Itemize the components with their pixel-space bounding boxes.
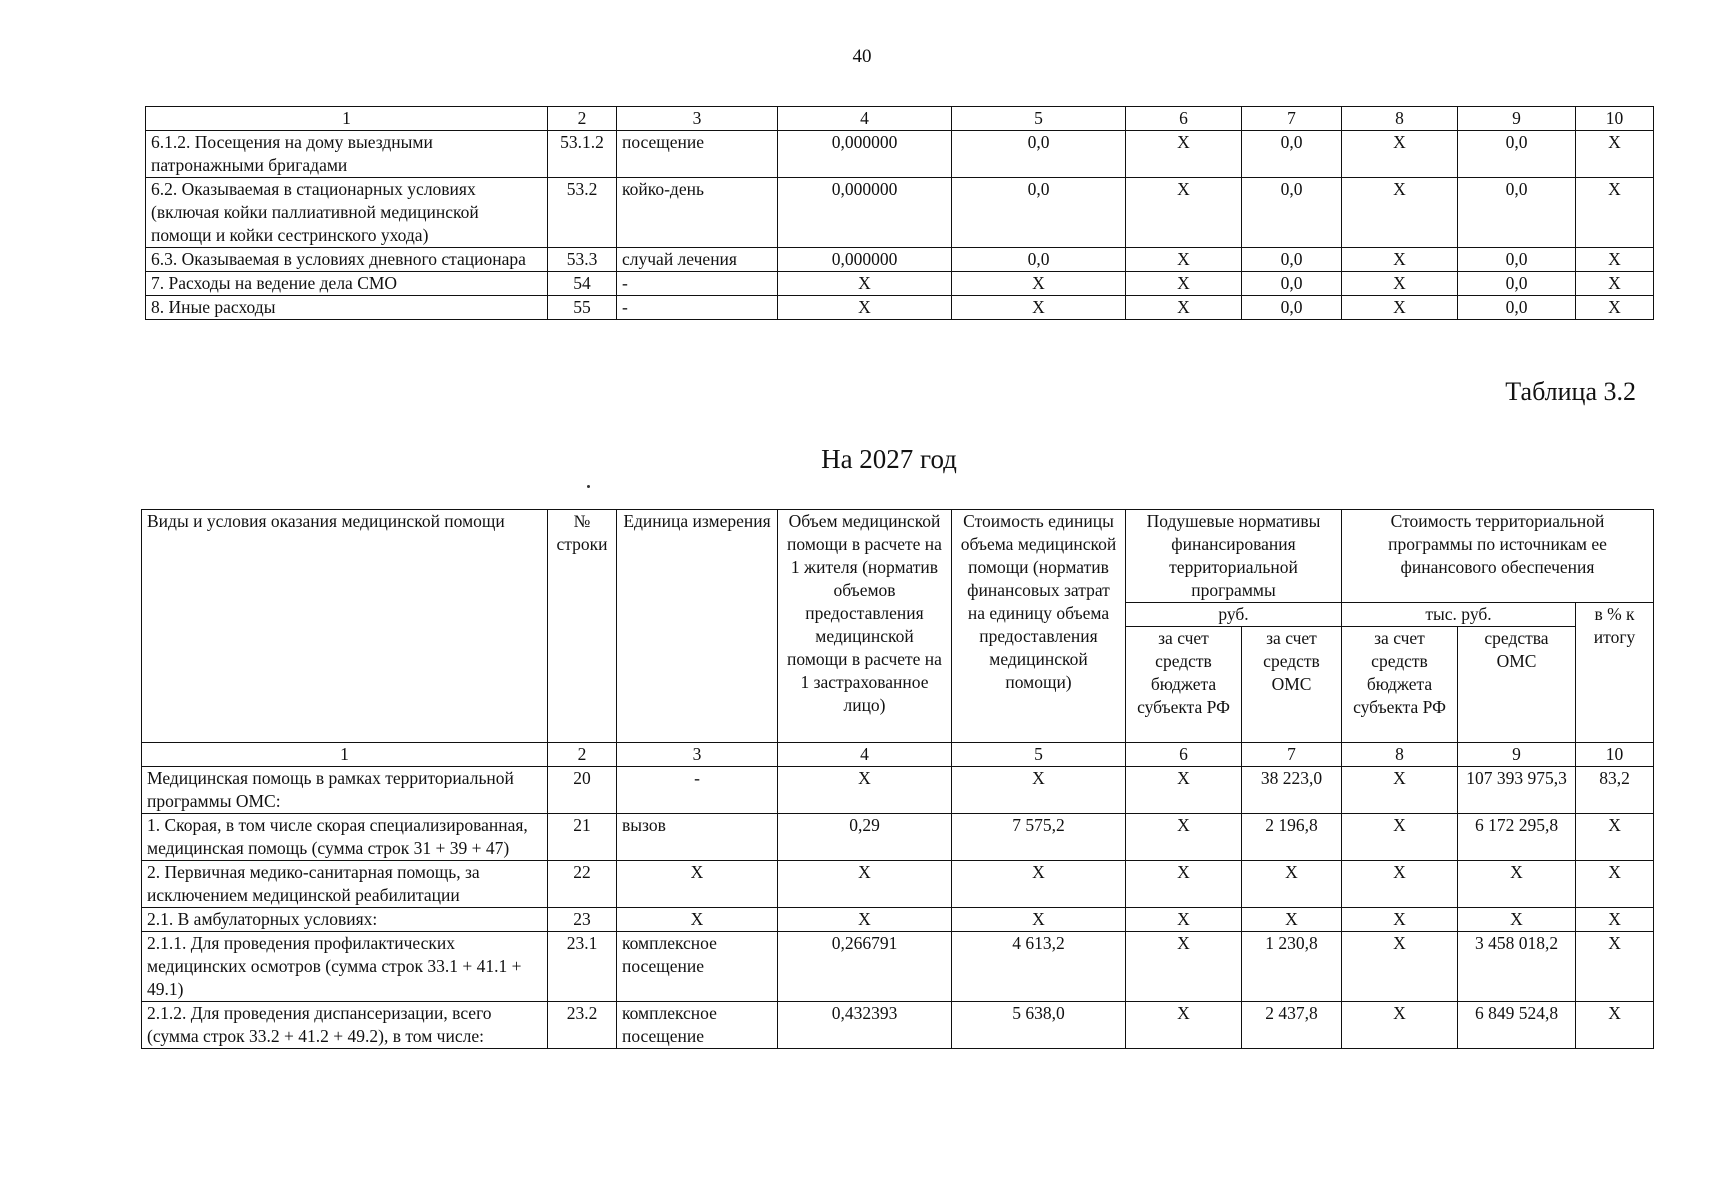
table-cell: 23	[548, 908, 617, 932]
table-cell: 0,0	[952, 248, 1126, 272]
row-label-cell: 8. Иные расходы	[146, 296, 548, 320]
table-cell: Х	[1342, 767, 1458, 814]
table-cell: Х	[778, 861, 952, 908]
table-cell: Х	[1576, 248, 1654, 272]
column-number-cell: 8	[1342, 743, 1458, 767]
table-cell: Х	[1576, 1002, 1654, 1049]
row-label-cell: 6.2. Оказываемая в стационарных условиях (включая койки паллиативной медицинской помощи и койки сестринского ухода)	[146, 178, 548, 248]
column-number-cell: 2	[548, 107, 617, 131]
row-label-cell: 6.1.2. Посещения на дому выездными патронажными бригадами	[146, 131, 548, 178]
table-cell: Х	[952, 272, 1126, 296]
header-thousand-rub: тыс. руб.	[1342, 603, 1576, 627]
table-cell: Х	[1126, 131, 1242, 178]
table-cell: Х	[1342, 861, 1458, 908]
main-table	[141, 509, 1654, 1049]
table-cell: Х	[1576, 131, 1654, 178]
table-cell: 0,29	[778, 814, 952, 861]
table-cell: 107 393 975,3	[1458, 767, 1576, 814]
table-row	[142, 1002, 1654, 1049]
column-number-cell: 4	[778, 743, 952, 767]
column-number-cell: 9	[1458, 107, 1576, 131]
row-label-cell: 7. Расходы на ведение дела СМО	[146, 272, 548, 296]
table-cell: Х	[1126, 178, 1242, 248]
table-cell: 5 638,0	[952, 1002, 1126, 1049]
column-number-cell: 2	[548, 743, 617, 767]
table-cell: -	[617, 272, 778, 296]
row-label-cell: 2.1. В амбулаторных условиях:	[142, 908, 548, 932]
table-cell: 22	[548, 861, 617, 908]
table-cell: 6 172 295,8	[1458, 814, 1576, 861]
table-cell: 0,000000	[778, 248, 952, 272]
table-row	[142, 814, 1654, 861]
table-cell: вызов	[617, 814, 778, 861]
header-budget-rub: за счет средств бюджета субъекта РФ	[1126, 627, 1242, 743]
table-cell: 0,0	[1242, 272, 1342, 296]
table-cell: 21	[548, 814, 617, 861]
table-cell: Х	[1576, 178, 1654, 248]
column-number-cell: 3	[617, 743, 778, 767]
table-cell: 53.3	[548, 248, 617, 272]
table-cell: Х	[1458, 861, 1576, 908]
column-number-cell: 10	[1576, 107, 1654, 131]
table-cell: Х	[1342, 932, 1458, 1002]
table-cell: Х	[952, 861, 1126, 908]
table-row	[146, 248, 1654, 272]
header-program-cost-group: Стоимость территориальной программы по источникам ее финансового обеспечения	[1342, 510, 1654, 603]
column-number-cell: 10	[1576, 743, 1654, 767]
table-cell: 7 575,2	[952, 814, 1126, 861]
scan-dot	[587, 485, 590, 488]
table-cell: 0,0	[1242, 178, 1342, 248]
column-number-cell: 9	[1458, 743, 1576, 767]
table-cell: 53.1.2	[548, 131, 617, 178]
table-cell: Х	[1342, 131, 1458, 178]
table-cell: Х	[1342, 1002, 1458, 1049]
table-row	[142, 908, 1654, 932]
table-cell: 2 196,8	[1242, 814, 1342, 861]
column-number-cell: 6	[1126, 107, 1242, 131]
table-cell: 2 437,8	[1242, 1002, 1342, 1049]
table-cell: койко-день	[617, 178, 778, 248]
table-cell: Х	[778, 767, 952, 814]
table-cell: 0,266791	[778, 932, 952, 1002]
table-cell: 20	[548, 767, 617, 814]
table-cell: 38 223,0	[1242, 767, 1342, 814]
table-row	[146, 272, 1654, 296]
table-cell: 0,0	[1458, 296, 1576, 320]
table-cell: 0,0	[952, 131, 1126, 178]
table-cell: 0,0	[1458, 272, 1576, 296]
table-row	[146, 296, 1654, 320]
table-cell: Х	[952, 296, 1126, 320]
column-number-cell: 5	[952, 743, 1126, 767]
table-cell: -	[617, 296, 778, 320]
column-number-cell: 7	[1242, 107, 1342, 131]
table-cell: Х	[778, 908, 952, 932]
table-cell: Х	[1126, 932, 1242, 1002]
table-cell: 4 613,2	[952, 932, 1126, 1002]
table-cell: Х	[1126, 814, 1242, 861]
header-oms-rub: за счет средств ОМС	[1242, 627, 1342, 743]
column-number-cell: 8	[1342, 107, 1458, 131]
continuation-table	[145, 106, 1654, 320]
table-row	[142, 932, 1654, 1002]
table-cell: Х	[1242, 861, 1342, 908]
table-cell: Х	[1576, 272, 1654, 296]
table-cell: Х	[1126, 296, 1242, 320]
column-number-cell: 4	[778, 107, 952, 131]
table-cell: Х	[1126, 272, 1242, 296]
table-cell: Х	[778, 296, 952, 320]
table-cell: Х	[1576, 814, 1654, 861]
header-oms-thousand: средства ОМС	[1458, 627, 1576, 743]
table-cell: 54	[548, 272, 617, 296]
header-budget-thousand: за счет средств бюджета субъекта РФ	[1342, 627, 1458, 743]
row-label-cell: 1. Скорая, в том числе скорая специализированная, медицинская помощь (сумма строк 31 + 39 + 47)	[142, 814, 548, 861]
table-cell: Х	[1576, 932, 1654, 1002]
table-cell: Х	[1342, 908, 1458, 932]
table-cell: 0,0	[1242, 248, 1342, 272]
column-number-row	[142, 743, 1654, 767]
header-percent: в % к итогу	[1576, 603, 1654, 743]
table-cell: 0,000000	[778, 178, 952, 248]
header-rub: руб.	[1126, 603, 1342, 627]
table-cell: посещение	[617, 131, 778, 178]
table-row	[146, 131, 1654, 178]
table-cell: 3 458 018,2	[1458, 932, 1576, 1002]
table-cell: 0,0	[1458, 131, 1576, 178]
table-cell: 0,0	[1242, 296, 1342, 320]
header-volume: Объем медицинской помощи в расчете на 1 жителя (норматив объемов предоставления медицинской помощи в расчете на 1 застрахованное лицо)	[778, 510, 952, 743]
table-cell: Х	[1242, 908, 1342, 932]
column-number-cell: 5	[952, 107, 1126, 131]
column-number-cell: 6	[1126, 743, 1242, 767]
table-cell: Х	[1126, 908, 1242, 932]
table-cell: Х	[1576, 861, 1654, 908]
table-cell: 1 230,8	[1242, 932, 1342, 1002]
table-heading: На 2027 год	[821, 444, 957, 474]
table-cell: 23.1	[548, 932, 617, 1002]
table-row	[146, 178, 1654, 248]
header-kinds: Виды и условия оказания медицинской помощи	[142, 510, 548, 743]
column-number-cell: 1	[142, 743, 548, 767]
header-per-capita-group: Подушевые нормативы финансирования территориальной программы	[1126, 510, 1342, 603]
table-row	[142, 767, 1654, 814]
table-cell: 23.2	[548, 1002, 617, 1049]
table-cell: Х	[1342, 814, 1458, 861]
table-cell: Х	[1126, 248, 1242, 272]
table-cell: Х	[1342, 178, 1458, 248]
header-unit: Единица измерения	[617, 510, 778, 743]
table-cell: Х	[617, 861, 778, 908]
table-cell: 0,0	[1242, 131, 1342, 178]
table-cell: Х	[952, 908, 1126, 932]
table-cell: 0,432393	[778, 1002, 952, 1049]
column-number-cell: 3	[617, 107, 778, 131]
row-label-cell: 6.3. Оказываемая в условиях дневного стационара	[146, 248, 548, 272]
column-number-cell: 7	[1242, 743, 1342, 767]
table-cell: 83,2	[1576, 767, 1654, 814]
table-cell: Х	[1576, 296, 1654, 320]
row-label-cell: 2.1.1. Для проведения профилактических медицинских осмотров (сумма строк 33.1 + 41.1 + 49.1)	[142, 932, 548, 1002]
header-unit-cost: Стоимость единицы объема медицинской помощи (норматив финансовых затрат на единицу объема предоставления медицинской помощи)	[952, 510, 1126, 743]
table-cell: 6 849 524,8	[1458, 1002, 1576, 1049]
table-cell: 55	[548, 296, 617, 320]
table-cell: -	[617, 767, 778, 814]
header-row-number: № строки	[548, 510, 617, 743]
table-cell: Х	[778, 272, 952, 296]
table-cell: Х	[1342, 296, 1458, 320]
table-cell: 53.2	[548, 178, 617, 248]
page-number: 40	[852, 46, 872, 67]
table-cell: 0,0	[952, 178, 1126, 248]
table-cell: Х	[1126, 767, 1242, 814]
table-cell: Х	[617, 908, 778, 932]
table-cell: комплексное посещение	[617, 932, 778, 1002]
table-cell: 0,0	[1458, 178, 1576, 248]
table-cell: Х	[1342, 272, 1458, 296]
table-cell: Х	[952, 767, 1126, 814]
column-number-row	[146, 107, 1654, 131]
table-cell: Х	[1126, 1002, 1242, 1049]
table-label: Таблица 3.2	[1505, 377, 1636, 406]
table-cell: Х	[1458, 908, 1576, 932]
table-row	[142, 861, 1654, 908]
row-label-cell: 2.1.2. Для проведения диспансеризации, всего (сумма строк 33.2 + 41.2 + 49.2), в том числе:	[142, 1002, 548, 1049]
table-cell: 0,000000	[778, 131, 952, 178]
table-cell: Х	[1576, 908, 1654, 932]
column-number-cell: 1	[146, 107, 548, 131]
table-cell: комплексное посещение	[617, 1002, 778, 1049]
table-cell: случай лечения	[617, 248, 778, 272]
table-cell: Х	[1126, 861, 1242, 908]
table-cell: 0,0	[1458, 248, 1576, 272]
row-label-cell: Медицинская помощь в рамках территориальной программы ОМС:	[142, 767, 548, 814]
header-row-1	[142, 510, 1654, 603]
row-label-cell: 2. Первичная медико-санитарная помощь, за исключением медицинской реабилитации	[142, 861, 548, 908]
table-cell: Х	[1342, 248, 1458, 272]
